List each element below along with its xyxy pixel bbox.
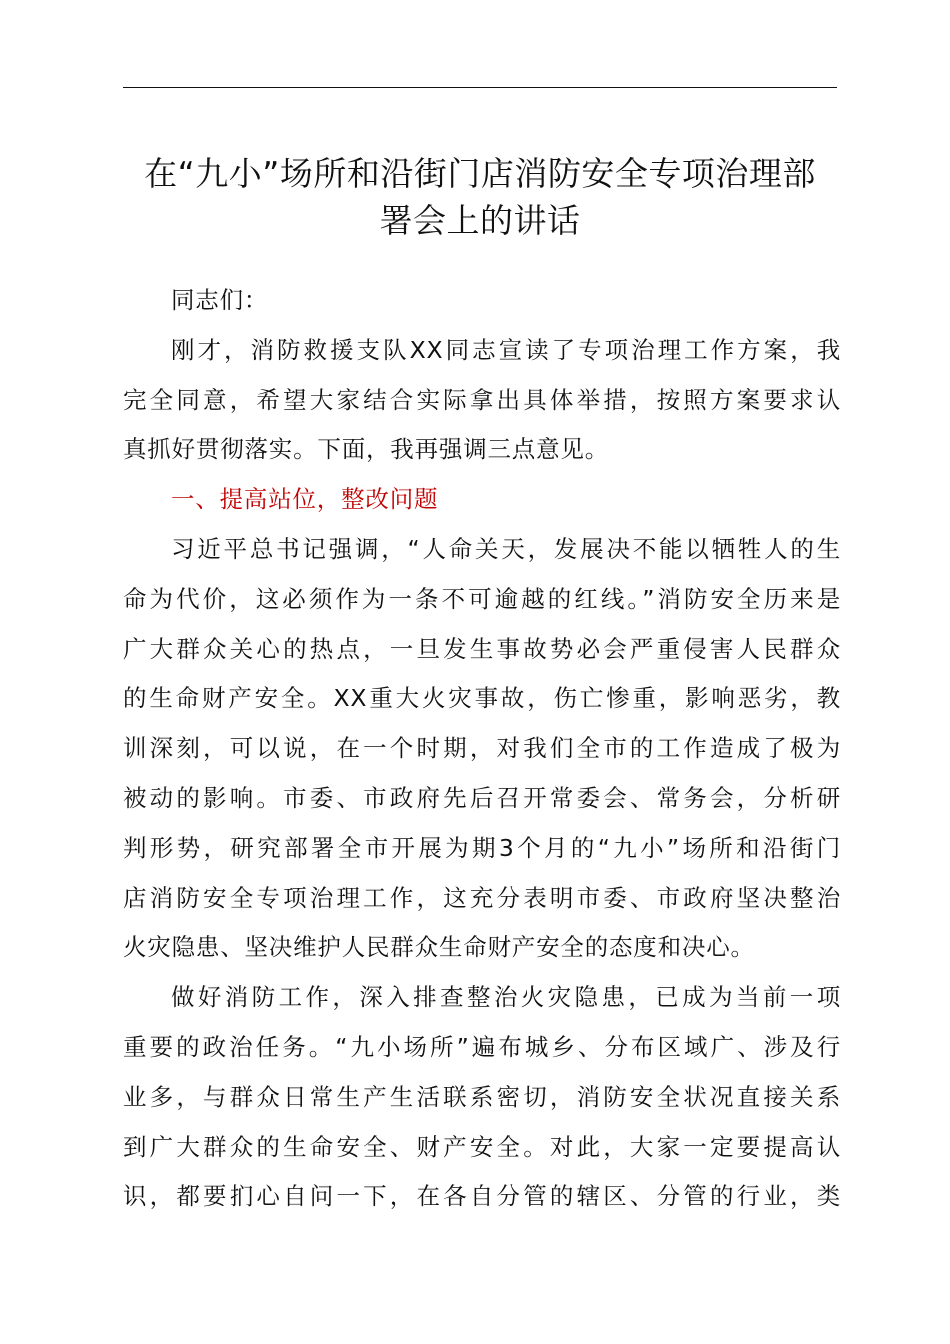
header-rule [123, 87, 837, 88]
paragraph-line: 业多，与群众日常生产生活联系密切，消防安全状况直接关系 [123, 1082, 841, 1111]
paragraph-line: 到广大群众的生命安全、财产安全。对此，大家一定要提高认 [123, 1132, 841, 1161]
paragraph-line: 被动的影响。市委、市政府先后召开常委会、常务会，分析研 [123, 783, 841, 812]
paragraph-line: 店消防安全专项治理工作，这充分表明市委、市政府坚决整治 [123, 883, 841, 912]
paragraph-line: 广大群众关心的热点，一旦发生事故势必会严重侵害人民群众 [123, 634, 841, 663]
title-line: 署会上的讲话 [379, 201, 581, 240]
paragraph-line: 真抓好贯彻落实。下面，我再强调三点意见。 [123, 435, 609, 464]
paragraph-line: 的生命财产安全。XX重大火灾事故，伤亡惨重，影响恶劣，教 [123, 684, 841, 713]
document-body [123, 276, 841, 1222]
paragraph-line: 命为代价，这必须作为一条不可逾越的红线。”消防安全历来是 [123, 584, 841, 613]
paragraph-line: 做好消防工作，深入排查整治火灾隐患，已成为当前一项 [171, 983, 841, 1012]
paragraph-line: 判形势，研究部署全市开展为期3个月的“九小”场所和沿街门 [123, 833, 841, 862]
greeting: 同志们： [171, 286, 269, 314]
paragraph-line: 完全同意，希望大家结合实际拿出具体举措，按照方案要求认 [123, 385, 841, 414]
paragraph-line: 训深刻，可以说，在一个时期，对我们全市的工作造成了极为 [123, 734, 841, 763]
section-heading: 一、提高站位，整改问题 [171, 485, 439, 514]
paragraph-line: 识，都要扪心自问一下，在各自分管的辖区、分管的行业，类 [123, 1182, 841, 1211]
paragraph-line: 重要的政治任务。“九小场所”遍布城乡、分布区域广、涉及行 [123, 1032, 841, 1061]
paragraph-line: 火灾隐患、坚决维护人民群众生命财产安全的态度和决心。 [123, 933, 755, 962]
paragraph-line: 习近平总书记强调，“人命关天，发展决不能以牺牲人的生 [171, 534, 841, 563]
paragraph-line: 刚才，消防救援支队XX同志宣读了专项治理工作方案，我 [171, 335, 841, 364]
document-title [110, 150, 850, 244]
title-line: 在“九小”场所和沿街门店消防安全专项治理部 [144, 154, 816, 193]
